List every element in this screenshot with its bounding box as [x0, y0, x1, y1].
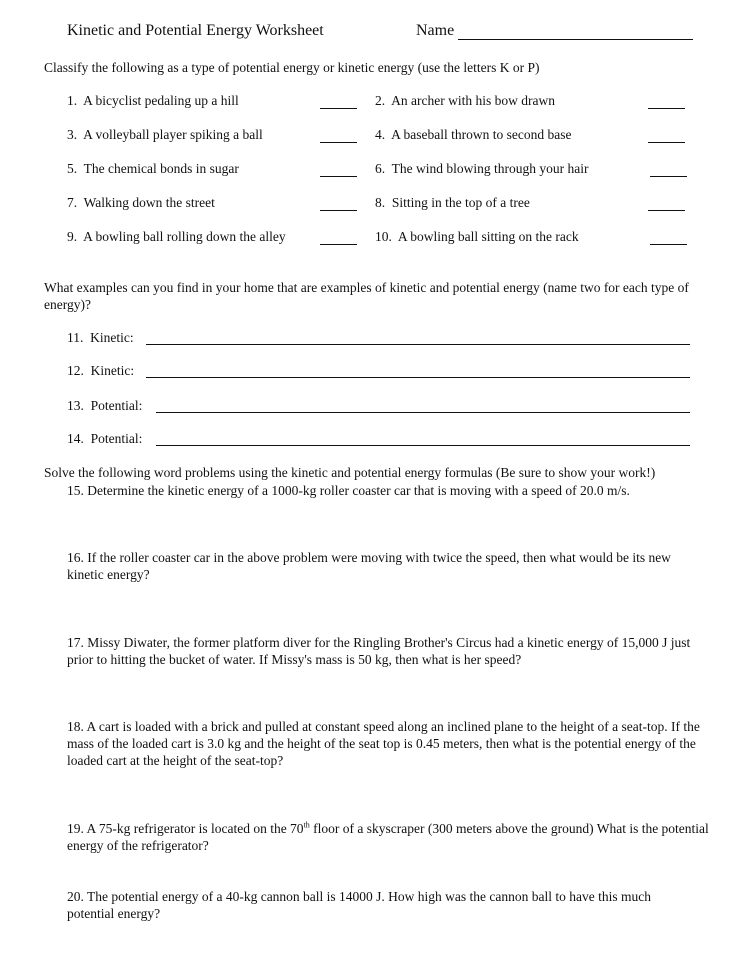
- item-number: 4.: [375, 127, 386, 142]
- item-number: 12.: [67, 363, 84, 378]
- item-text: A baseball thrown to second base: [391, 127, 572, 142]
- item-10: [375, 229, 579, 245]
- item-1: [67, 93, 239, 109]
- item-number: 14.: [67, 431, 84, 446]
- worksheet-title: Kinetic and Potential Energy Worksheet: [67, 22, 324, 39]
- answer-blank-3[interactable]: [320, 142, 357, 143]
- kinetic-example-2: [67, 363, 134, 379]
- answer-blank-8[interactable]: [648, 210, 685, 211]
- item-5: [67, 161, 239, 177]
- problems-instructions: Solve the following word problems using the kinetic and potential energy formulas (Be sure to show your work!): [44, 465, 656, 480]
- answer-blank-9[interactable]: [320, 244, 357, 245]
- item-text: The chemical bonds in sugar: [83, 161, 239, 176]
- potential-example-1: [67, 398, 142, 414]
- problem-16: 16. If the roller coaster car in the above problem were moving with twice the speed, then what would be its new kinetic energy?: [67, 550, 671, 582]
- problem-20: 20. The potential energy of a 40-kg cannon ball is 14000 J. How high was the cannon ball to have this much potential energy?: [67, 889, 652, 921]
- answer-line-11[interactable]: [146, 344, 690, 345]
- item-number: 6.: [375, 161, 386, 176]
- item-number: 10.: [375, 229, 392, 244]
- name-label: Name: [416, 22, 455, 39]
- answer-line-13[interactable]: [156, 412, 690, 413]
- item-text: Walking down the street: [83, 195, 215, 210]
- item-number: 5.: [67, 161, 78, 176]
- name-field[interactable]: [458, 39, 693, 40]
- item-label: Kinetic:: [90, 330, 134, 345]
- home-question: What examples can you find in your home that are examples of kinetic and potential energy (name two for each type of energy)?: [44, 280, 689, 312]
- item-label: Kinetic:: [90, 363, 135, 378]
- answer-blank-6[interactable]: [650, 176, 687, 177]
- item-label: Potential:: [90, 398, 143, 413]
- answer-blank-10[interactable]: [650, 244, 687, 245]
- problem-19-text: 19. A 75-kg refrigerator is located on the 70: [67, 821, 304, 836]
- item-6: [375, 161, 589, 177]
- item-text: A volleyball player spiking a ball: [83, 127, 263, 142]
- item-text: Sitting in the top of a tree: [391, 195, 530, 210]
- answer-blank-1[interactable]: [320, 108, 357, 109]
- item-number: 13.: [67, 398, 84, 413]
- problem-15: 15. Determine the kinetic energy of a 1000-kg roller coaster car that is moving with a speed of 20.0 m/s.: [67, 483, 630, 498]
- problem-19-text-cont: floor of a skyscraper (300 meters above the ground) What is the potential energy of the refrigerator?: [67, 821, 709, 853]
- problem-18: 18. A cart is loaded with a brick and pulled at constant speed along an inclined plane to the height of a seat-top. If the mass of the loaded cart is 3.0 kg and the height of the seat top is 0.45 meters, then what is the potential energy of the loaded cart at the height of the seat-top?: [67, 719, 700, 768]
- problem-17: 17. Missy Diwater, the former platform diver for the Ringling Brother's Circus had a kinetic energy of 15,000 J just prior to hitting the bucket of water. If Missy's mass is 50 kg, then what is her speed?: [67, 635, 691, 667]
- answer-line-14[interactable]: [156, 445, 690, 446]
- superscript: th: [303, 820, 310, 830]
- item-number: 2.: [375, 93, 386, 108]
- item-number: 1.: [67, 93, 78, 108]
- item-8: [375, 195, 530, 211]
- item-7: [67, 195, 215, 211]
- item-number: 11.: [67, 330, 84, 345]
- answer-blank-4[interactable]: [648, 142, 685, 143]
- item-text: A bicyclist pedaling up a hill: [83, 93, 239, 108]
- answer-blank-7[interactable]: [320, 210, 357, 211]
- answer-blank-2[interactable]: [648, 108, 685, 109]
- item-4: [375, 127, 571, 143]
- item-text: A bowling ball sitting on the rack: [397, 229, 579, 244]
- item-text: The wind blowing through your hair: [391, 161, 589, 176]
- item-2: [375, 93, 555, 109]
- item-label: Potential:: [90, 431, 143, 446]
- item-3: [67, 127, 263, 143]
- item-text: An archer with his bow drawn: [391, 93, 555, 108]
- kinetic-example-1: [67, 330, 134, 346]
- item-text: A bowling ball rolling down the alley: [83, 229, 286, 244]
- item-number: 8.: [375, 195, 386, 210]
- answer-blank-5[interactable]: [320, 176, 357, 177]
- classify-instructions: Classify the following as a type of potential energy or kinetic energy (use the letters K or P): [44, 60, 540, 75]
- item-number: 7.: [67, 195, 78, 210]
- item-number: 9.: [67, 229, 78, 244]
- potential-example-2: [67, 431, 142, 447]
- answer-line-12[interactable]: [146, 377, 690, 378]
- item-9: [67, 229, 286, 245]
- problem-19: [67, 820, 712, 854]
- item-number: 3.: [67, 127, 78, 142]
